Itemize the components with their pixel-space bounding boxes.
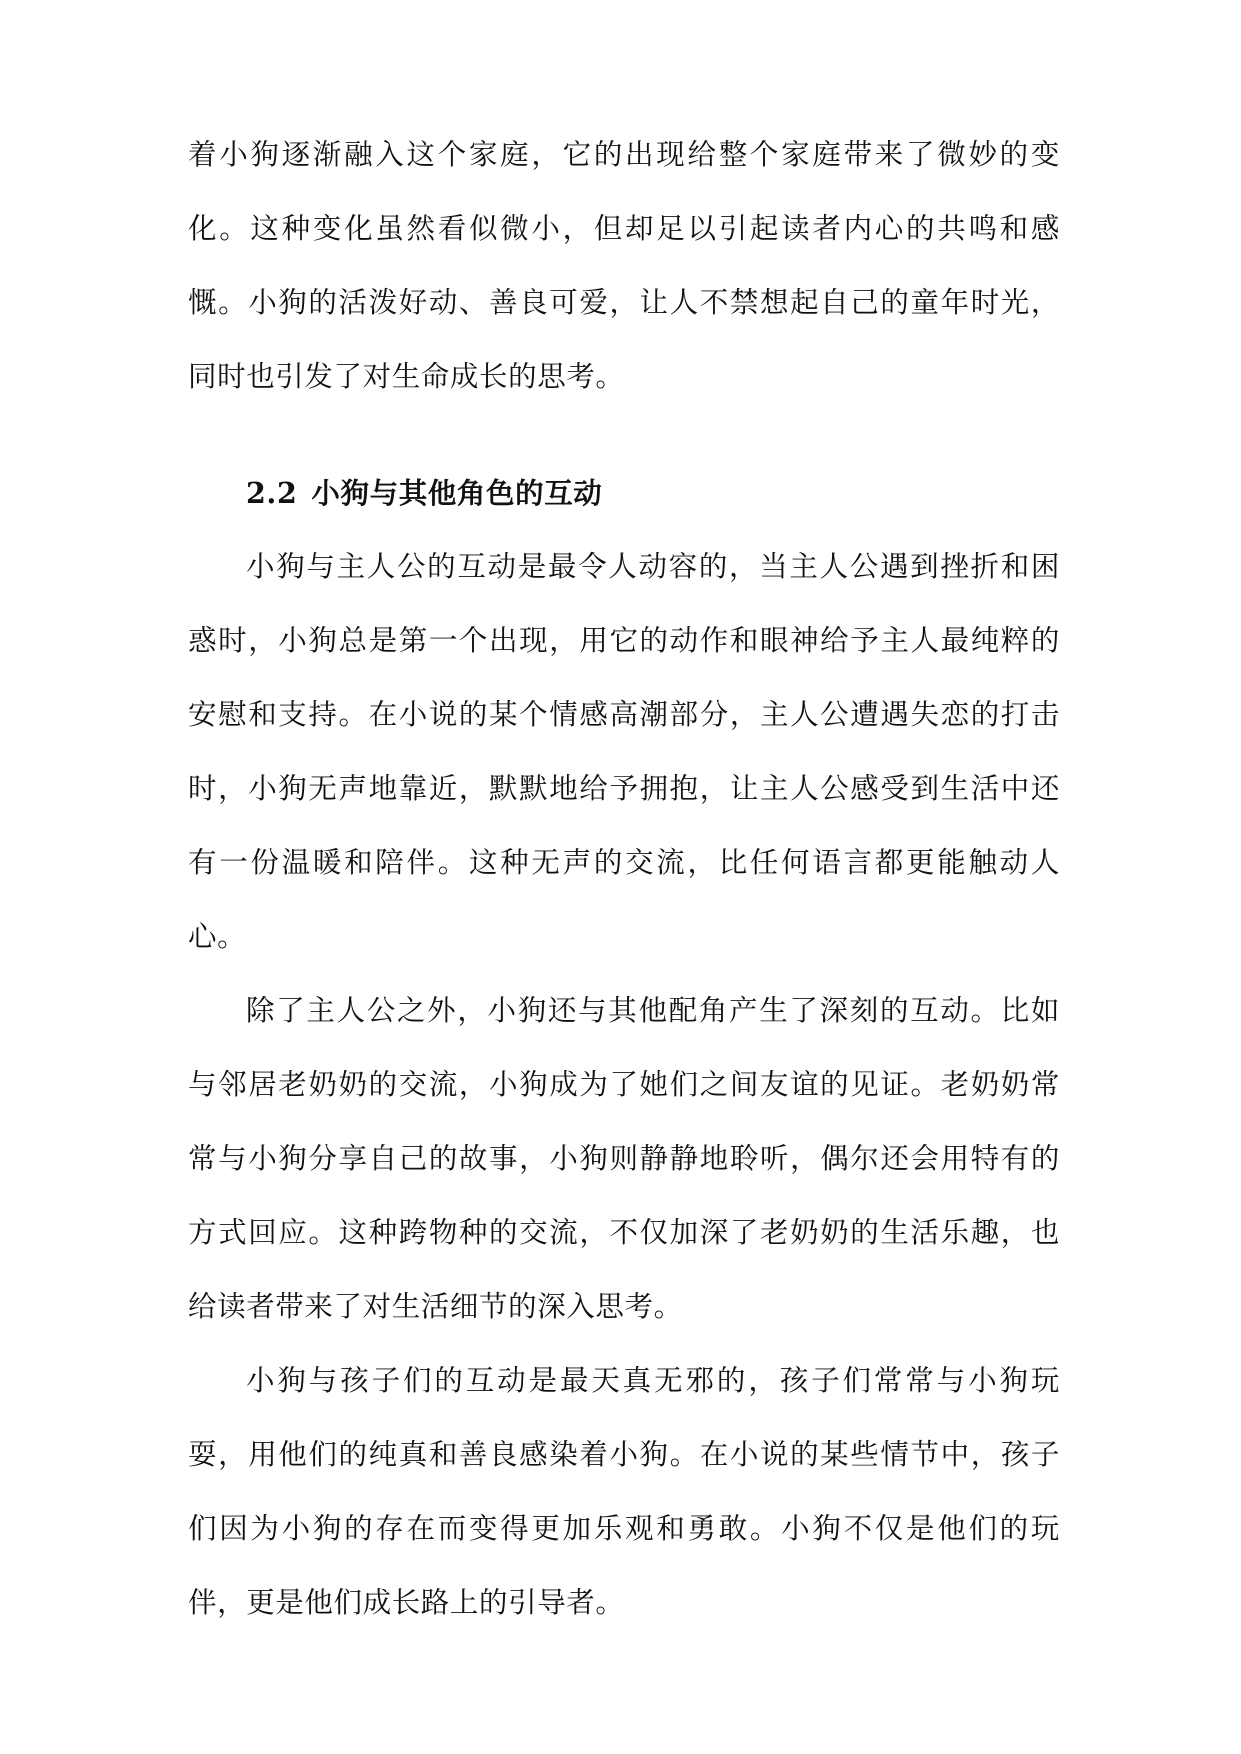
intro-paragraph: 着小狗逐渐融入这个家庭，它的出现给整个家庭带来了微妙的变化。这种变化虽然看似微小，但却足以引起读者内心的共鸣和感慨。小狗的活泼好动、善良可爱，让人不禁想起自己的童年时光，同时也引发了对生命成长的思考。 — [188, 138, 1060, 393]
section-title: 小狗与其他角色的互动 — [311, 476, 603, 510]
paragraph-neighbor-interaction: 除了主人公之外，小狗还与其他配角产生了深刻的互动。比如与邻居老奶奶的交流，小狗成为了她们之间友谊的见证。老奶奶常常与小狗分享自己的故事，小狗则静静地聆听，偶尔还会用特有的方式回应。这种跨物种的交流，不仅加深了老奶奶的生活乐趣，也给读者带来了对生活细节的深入思考。 — [188, 994, 1060, 1323]
document-page — [188, 118, 1060, 1640]
paragraph-owner-interaction: 小狗与主人公的互动是最令人动容的，当主人公遇到挫折和困惑时，小狗总是第一个出现，用它的动作和眼神给予主人最纯粹的安慰和支持。在小说的某个情感高潮部分，主人公遭遇失恋的打击时，小狗无声地靠近，默默地给予拥抱，让主人公感受到生活中还有一份温暖和陪伴。这种无声的交流，比任何语言都更能触动人心。 — [188, 550, 1060, 953]
paragraph-children-interaction: 小狗与孩子们的互动是最天真无邪的，孩子们常常与小狗玩耍，用他们的纯真和善良感染着小狗。在小说的某些情节中，孩子们因为小狗的存在而变得更加乐观和勇敢。小狗不仅是他们的玩伴，更是他们成长路上的引导者。 — [188, 1364, 1060, 1619]
section-heading — [188, 456, 1060, 530]
section-number: 2.2 — [246, 476, 298, 510]
